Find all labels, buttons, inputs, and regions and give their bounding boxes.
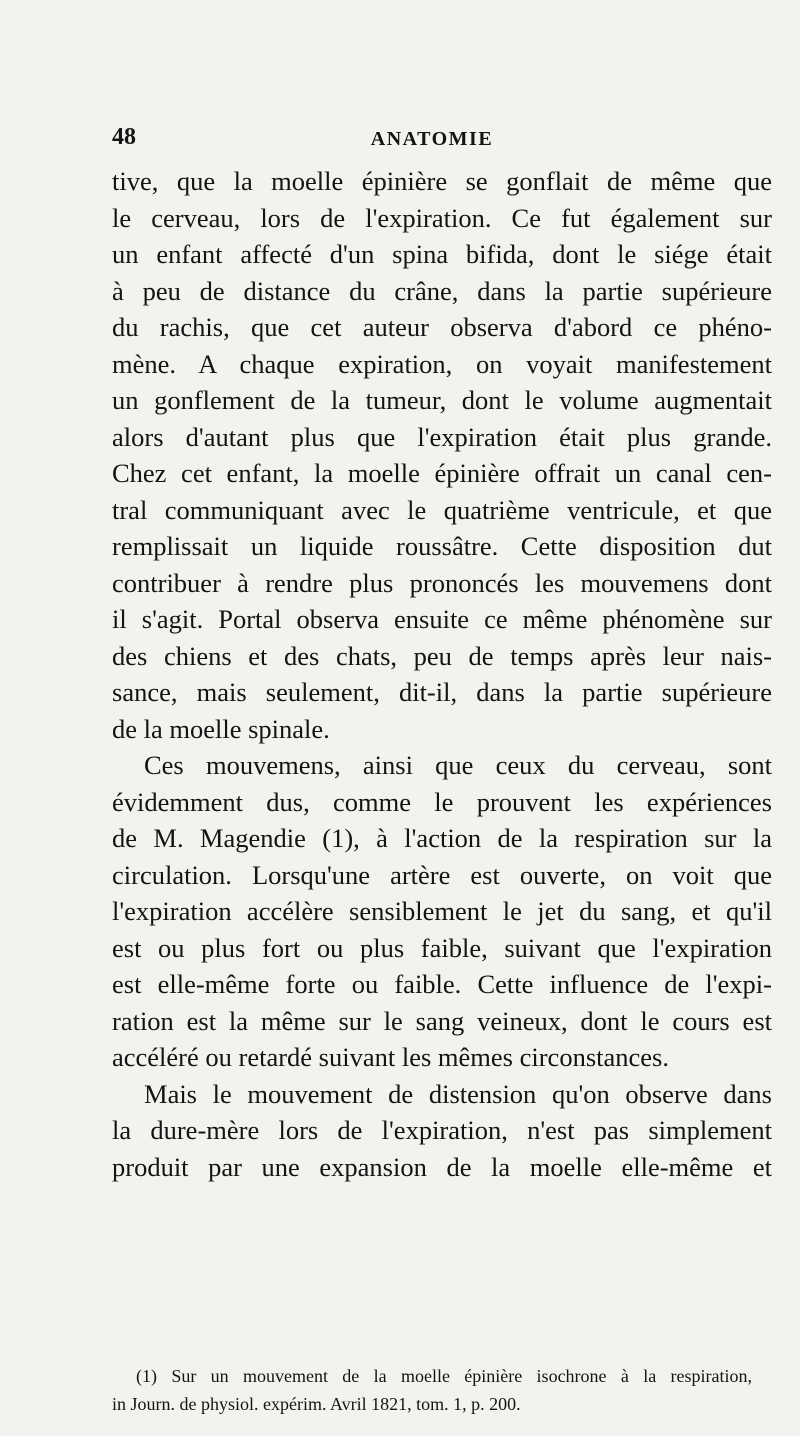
text-line: circulation. Lorsqu'une artère est ouverte, on voit que	[112, 859, 772, 890]
footnote-line: (1) Sur un mouvement de la moelle épinière isochrone à la respiration,	[136, 1366, 752, 1386]
text-line: évidemment dus, comme le prouvent les expériences	[112, 786, 772, 817]
text-line: contribuer à rendre plus prononcés les mouvemens dont	[112, 567, 772, 598]
page-number: 48	[112, 124, 136, 150]
running-head: ANATOMIE	[370, 128, 494, 150]
page-header	[112, 124, 752, 160]
text-line: produit par une expansion de la moelle elle-même et	[112, 1151, 772, 1182]
text-line: est elle-même forte ou faible. Cette influence de l'expi-	[112, 969, 772, 999]
text-line: il s'agit. Portal observa ensuite ce même phénomène sur	[112, 604, 772, 634]
text-line: accéléré ou retardé suivant les mêmes circonstances.	[112, 1042, 669, 1072]
text-line: un gonflement de la tumeur, dont le volume augmentait	[112, 385, 772, 415]
text-line: mène. A chaque expiration, on voyait manifestement	[112, 348, 772, 379]
text-line: tral communiquant avec le quatrième ventricule, et que	[112, 494, 772, 525]
text-line: à peu de distance du crâne, dans la partie supérieure	[112, 275, 772, 306]
text-line: sance, mais seulement, dit-il, dans la partie supérieure	[112, 677, 772, 707]
body-text	[112, 163, 772, 1185]
text-line: de M. Magendie (1), à l'action de la respiration sur la	[112, 823, 772, 853]
text-line: la dure-mère lors de l'expiration, n'est pas simplement	[112, 1115, 772, 1145]
text-line: Ces mouvemens, ainsi que ceux du cerveau, sont	[144, 750, 772, 780]
text-line: ration est la même sur le sang veineux, dont le cours est	[112, 1005, 772, 1036]
text-line: est ou plus fort ou plus faible, suivant que l'expiration	[112, 932, 772, 963]
text-line: alors d'autant plus que l'expiration était plus grande.	[112, 421, 772, 452]
text-line: remplissait un liquide roussâtre. Cette disposition dut	[112, 531, 772, 561]
text-line: tive, que la moelle épinière se gonflait de même que	[112, 166, 772, 196]
text-line: Mais le mouvement de distension qu'on observe dans	[144, 1078, 772, 1109]
text-line: du rachis, que cet auteur observa d'abord ce phéno-	[112, 312, 772, 342]
text-line: l'expiration accélère sensiblement le jet du sang, et qu'il	[112, 896, 772, 926]
text-line: le cerveau, lors de l'expiration. Ce fut également sur	[112, 202, 772, 233]
text-line: Chez cet enfant, la moelle épinière offrait un canal cen-	[112, 458, 772, 488]
text-line: des chiens et des chats, peu de temps après leur nais-	[112, 640, 772, 671]
text-line: de la moelle spinale.	[112, 713, 330, 744]
text-line: un enfant affecté d'un spina bifida, dont le siége était	[112, 239, 772, 269]
footnote	[112, 1362, 752, 1418]
footnote-line: in Journ. de physiol. expérim. Avril 1821, tom. 1, p. 200.	[112, 1394, 521, 1414]
